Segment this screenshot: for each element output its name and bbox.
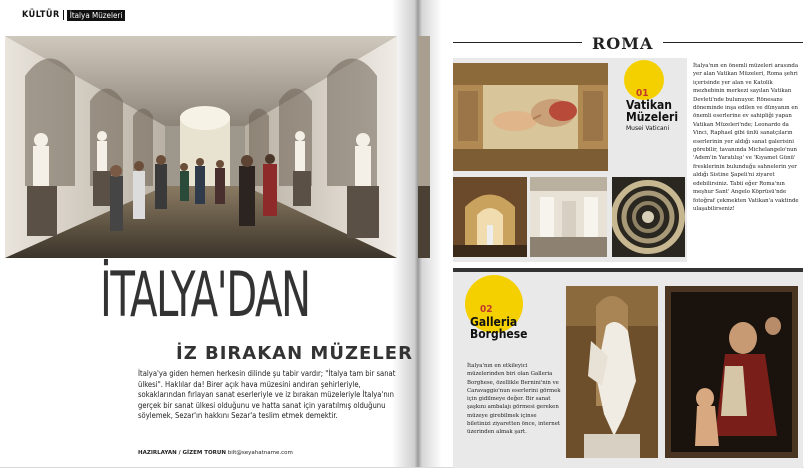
article-title: İTALYA'DAN bbox=[100, 258, 310, 331]
caravaggio-painting-photo bbox=[665, 286, 798, 458]
subsection-label: İtalya Müzeleri bbox=[67, 10, 126, 21]
statue-room-photo bbox=[530, 177, 607, 257]
museum-name-line1: Vatikan bbox=[626, 98, 672, 112]
museum-number: 02 bbox=[480, 304, 493, 315]
article-intro bbox=[138, 369, 400, 422]
article-subtitle: İZ BIRAKAN MÜZELER bbox=[176, 343, 413, 364]
bernini-sculpture-photo bbox=[566, 286, 658, 458]
spiral-staircase-photo bbox=[612, 177, 685, 257]
section-label: KÜLTÜR bbox=[22, 10, 60, 20]
museum-text-vatikan bbox=[693, 62, 801, 213]
museum-name bbox=[626, 99, 678, 123]
museum-name-line2: Müzeleri bbox=[626, 110, 679, 124]
museum-local-name: Musei Vaticani bbox=[626, 125, 670, 132]
city-heading: ROMA bbox=[582, 34, 663, 53]
museum-text-borghese bbox=[467, 362, 562, 437]
museum-number: 01 bbox=[636, 88, 649, 99]
intro-paragraph: İtalya'ya giden hemen herkesin dilinde şu tabir vardır; "İtalya tam bir sanat ülkesi". Haklılar da! Birer açık hava müzesini andıran şehirleriyle, sokaklarından fırlayan sanat eserleriyle ve iz bırakan müzeleriyle İtalya'nın gerçek bir sanat ülkesi olduğunu ve hatta sanat için yaratılmış olduğunu söylemek, Sezar'ın hakkını Sezar'a teslim etmek demektir. bbox=[138, 369, 396, 421]
museum-name bbox=[470, 316, 527, 340]
section-header bbox=[22, 8, 125, 22]
section-divider bbox=[63, 10, 64, 20]
article-credit bbox=[138, 450, 293, 456]
sistine-fresco-photo bbox=[453, 63, 608, 171]
credit-author: HAZIRLAYAN / GİZEM TORUN bbox=[138, 450, 226, 456]
museum-gallery-photo bbox=[5, 36, 397, 258]
gallery-photo-edge bbox=[418, 36, 430, 258]
museum-paragraph: İtalya'nın en etkileyici müzelerinden biri olan Galleria Borghese, özellikle Bernini'nin ve Caravaggio'nun eserlerini görmek için gidilmeye değer. Bir sanat şaşkını ambalajı görmesi gereken müzeye girebilmek içinse biletinizi ziyaretten önce, internet üzerinden almak şart. bbox=[467, 363, 561, 436]
credit-email: bilt@seyahatname.com bbox=[227, 450, 293, 456]
museum-paragraph: İtalya'nın en önemli müzeleri arasında yer alan Vatikan Müzeleri, Roma şehri içerisinde yer alan ve Katolik mezhebinin merkezi sayılan Vatikan Devleti'nde bulunuyor. Rönesans döneminde inşa edilen ve dünyanın en önemli eserlerine ev sahipliği yapan Vatikan Müzeleri'nde; Leonardo da Vinci, Raphael gibi ünlü sanatçıların eserlerinin yer aldığı sanat galerisini görebilir, tavanında Michelangelo'nun 'Adem'in Yaratılışı' ve 'Kıyamet Günü' fresklerinin bulunduğu sahnelerin yer aldığı Sistine Şapeli'ni ziyaret edebilirsiniz. Tabii eğer Roma'nın meşhur Sant' Angelo Köprüsü'nde fotoğraf çekmekten Vatikan'a vaktinde ulaşabilirseniz! bbox=[693, 63, 799, 212]
museum-name-line1: Galleria bbox=[470, 315, 518, 329]
museum-interior-photo bbox=[453, 177, 527, 257]
museum-name-line2: Borghese bbox=[470, 327, 528, 341]
